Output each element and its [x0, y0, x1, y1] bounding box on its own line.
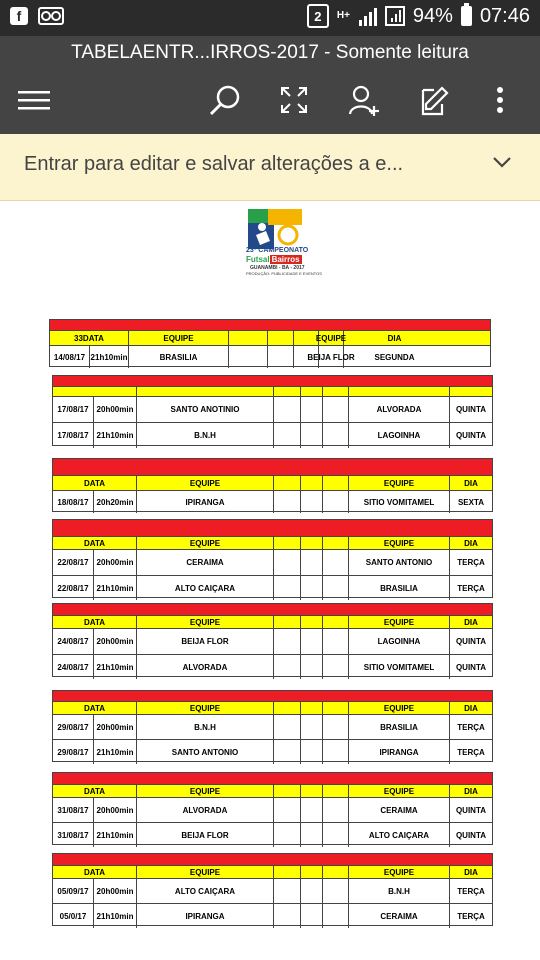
app-bar	[0, 36, 540, 134]
table-cell	[301, 823, 323, 847]
table-cell: BRASILIA	[129, 346, 229, 368]
table-cell	[323, 715, 349, 739]
table-cell	[229, 346, 268, 368]
battery-icon	[461, 6, 472, 26]
table-cell: 21h10min	[94, 904, 137, 928]
table-header-cell: DATA	[53, 866, 137, 878]
table-cell	[301, 904, 323, 928]
table-cell: ALVORADA	[137, 655, 274, 679]
table-header-cell: DATA	[53, 537, 137, 549]
table-cell	[323, 740, 349, 764]
table-header-cell: EQUIPE	[349, 537, 450, 549]
red-header-band	[53, 854, 492, 866]
table-header-cell: DIA	[464, 478, 478, 488]
table-cell: TERÇA	[457, 886, 485, 896]
schedule-table	[52, 603, 493, 677]
schedule-table	[49, 319, 491, 367]
table-header-cell: DATA	[53, 702, 137, 714]
edit-icon[interactable]	[420, 84, 450, 116]
table-cell: B.N.H	[137, 715, 274, 739]
table-cell: 29/08/17	[53, 740, 94, 764]
table-cell: TERÇA	[457, 558, 485, 567]
table-header-cell	[274, 537, 301, 549]
table-cell: 20h00min	[94, 715, 137, 739]
table-cell: SITIO VOMITAMEL	[349, 655, 450, 679]
table-cell	[301, 423, 323, 448]
logo-graphic	[248, 209, 302, 249]
table-cell	[274, 397, 301, 422]
table-row	[53, 491, 492, 513]
red-header-band	[53, 773, 492, 785]
table-cell: 05/09/17	[53, 879, 94, 903]
table-cell: BRASILIA	[349, 715, 450, 739]
network-type: H+	[336, 10, 350, 21]
table-cell: IPIRANGA	[137, 491, 274, 513]
table-header-cell: EQUIPE	[349, 476, 450, 490]
table-cell	[301, 740, 323, 764]
red-header-band	[53, 376, 492, 387]
table-row	[53, 904, 492, 928]
logo-location-text: GUANAMBI - BA - 2017	[250, 265, 305, 271]
schedule-table	[52, 853, 493, 926]
voicemail-icon	[38, 7, 64, 25]
table-cell: 18/08/17	[53, 491, 94, 513]
table-header-cell	[301, 866, 323, 878]
table-header-cell	[301, 785, 323, 797]
table-header-cell: DIA	[464, 703, 478, 713]
table-header-cell	[274, 616, 301, 628]
table-cell: B.N.H	[137, 423, 274, 448]
sim-slot-indicator: 2	[307, 4, 329, 28]
table-cell: 05/0/17	[53, 904, 94, 928]
table-cell	[274, 655, 301, 679]
table-cell	[323, 550, 349, 575]
table-row	[53, 798, 492, 823]
fullscreen-icon[interactable]	[280, 86, 308, 114]
schedule-table	[52, 772, 493, 845]
table-cell: ALTO CAIÇARA	[137, 576, 274, 600]
table-cell: 21h10min	[94, 576, 137, 600]
logo-edition-text: 23º CAMPEONATO	[246, 247, 309, 254]
add-person-icon[interactable]	[348, 84, 382, 118]
table-cell	[274, 823, 301, 847]
more-icon[interactable]	[496, 86, 504, 114]
table-cell	[323, 397, 349, 422]
table-cell: 20h00min	[94, 629, 137, 654]
table-header-cell	[323, 866, 349, 878]
table-cell	[301, 655, 323, 679]
table-header-cell: DIA	[387, 333, 402, 343]
table-cell: ALVORADA	[137, 798, 274, 822]
schedule-table	[52, 375, 493, 446]
table-header-cell	[301, 616, 323, 628]
table-cell	[301, 550, 323, 575]
table-cell: QUINTA	[455, 637, 487, 646]
table-header-cell: EQUIPE	[137, 702, 274, 714]
table-header-cell	[268, 331, 294, 345]
table-header-cell: EQUIPE	[349, 616, 450, 628]
table-cell	[323, 879, 349, 903]
schedule-table	[52, 690, 493, 762]
table-row	[53, 629, 492, 655]
table-row	[53, 550, 492, 576]
table-header-cell	[349, 387, 450, 396]
status-bar	[0, 0, 540, 36]
signal-icon	[359, 6, 377, 26]
table-header-cell: DIA	[464, 867, 478, 877]
table-header-row	[53, 785, 492, 798]
table-cell: 24/08/17	[53, 629, 94, 654]
table-cell	[323, 798, 349, 822]
table-header-cell: DIA	[464, 538, 478, 548]
red-header-band	[53, 520, 492, 537]
table-cell: ALTO CAIÇARA	[137, 879, 274, 903]
table-header-cell: EQUIPE	[137, 476, 274, 490]
table-cell: 20h20min	[94, 491, 137, 513]
table-cell	[274, 491, 301, 513]
championship-logo	[246, 209, 326, 281]
table-cell: TERÇA	[457, 722, 485, 732]
table-cell: ALVORADA	[349, 397, 450, 422]
table-cell	[323, 904, 349, 928]
table-header-cell	[53, 387, 137, 396]
table-cell: QUINTA	[455, 830, 487, 840]
schedule-table	[52, 458, 493, 512]
red-header-band	[53, 691, 492, 702]
table-cell: SEGUNDA	[374, 352, 415, 362]
table-cell	[274, 904, 301, 928]
table-header-cell	[323, 785, 349, 797]
table-cell: 22/08/17	[53, 576, 94, 600]
table-cell: SEXTA	[457, 497, 485, 507]
table-cell: 20h00min	[94, 798, 137, 822]
table-cell	[301, 629, 323, 654]
table-header-cell: DATA	[53, 476, 137, 490]
table-header-cell	[323, 387, 349, 396]
table-cell	[301, 879, 323, 903]
table-header-cell	[301, 387, 323, 396]
table-row	[50, 346, 490, 368]
table-cell: 20h00min	[94, 397, 137, 422]
table-cell: 21h10min	[94, 823, 137, 847]
table-header-row	[53, 476, 492, 491]
logo-name-text: Futsal Bairros	[246, 255, 300, 264]
table-cell: 20h00min	[94, 550, 137, 575]
table-cell: IPIRANGA	[137, 904, 274, 928]
table-header-row	[53, 866, 492, 879]
chevron-down-icon[interactable]	[492, 156, 512, 170]
table-header-cell	[274, 702, 301, 714]
table-cell: BEIJA FLOR	[137, 629, 274, 654]
table-header-cell: DATA	[53, 785, 137, 797]
table-cell	[274, 798, 301, 822]
table-row	[53, 397, 492, 423]
table-row	[53, 879, 492, 904]
table-header-cell	[137, 387, 274, 396]
table-header-cell: DIA	[464, 617, 478, 627]
table-cell: BRASILIA	[349, 576, 450, 600]
table-header-cell	[274, 785, 301, 797]
table-header-cell: EQUIPE	[349, 785, 450, 797]
table-cell	[274, 423, 301, 448]
edit-banner-text: Entrar para editar e salvar alterações a e...	[24, 153, 404, 175]
table-cell: B.N.H	[349, 879, 450, 903]
table-cell: 22/08/17	[53, 550, 94, 575]
table-cell: 21h10min	[94, 740, 137, 764]
table-header-cell	[301, 702, 323, 714]
table-header-cell	[323, 616, 349, 628]
table-header-cell: EQUIPE	[129, 331, 229, 345]
table-header-cell: EQUIPE	[319, 331, 344, 345]
table-row	[53, 655, 492, 679]
table-header-cell	[323, 702, 349, 714]
table-cell: 21h10min	[94, 423, 137, 448]
table-cell: LAGOINHA	[349, 629, 450, 654]
table-cell	[323, 576, 349, 600]
table-cell: SANTO ANOTINIO	[137, 397, 274, 422]
table-cell: QUINTA	[455, 405, 487, 414]
schedule-table	[52, 519, 493, 598]
table-header-cell: EQUIPE	[137, 616, 274, 628]
table-cell: 21h10min	[90, 346, 129, 368]
table-row	[53, 576, 492, 600]
table-cell	[301, 715, 323, 739]
table-cell	[274, 879, 301, 903]
table-cell	[323, 655, 349, 679]
table-header-cell	[274, 866, 301, 878]
table-cell: CERAIMA	[349, 798, 450, 822]
table-header-cell	[301, 476, 323, 490]
table-header-cell: EQUIPE	[349, 866, 450, 878]
red-header-band	[53, 459, 492, 476]
table-header-cell: EQUIPE	[137, 785, 274, 797]
table-header-cell: DATA	[53, 616, 137, 628]
table-cell: QUINTA	[455, 662, 487, 672]
table-cell: LAGOINHA	[349, 423, 450, 448]
table-cell	[323, 823, 349, 847]
table-cell: BEIJA FLOR	[137, 823, 274, 847]
table-header-cell: EQUIPE	[137, 537, 274, 549]
table-cell	[323, 629, 349, 654]
table-cell: TERÇA	[457, 747, 485, 757]
table-cell: SITIO VOMITAMEL	[349, 491, 450, 513]
table-header-cell	[301, 537, 323, 549]
table-cell: TERÇA	[457, 911, 485, 921]
facebook-notification-icon: f	[10, 7, 28, 25]
table-cell: 24/08/17	[53, 655, 94, 679]
document-title: TABELAENTR...IRROS-2017 - Somente leitura	[71, 42, 469, 63]
table-header-cell	[323, 476, 349, 490]
table-cell: 31/08/17	[53, 823, 94, 847]
table-cell: CERAIMA	[137, 550, 274, 575]
table-cell	[301, 798, 323, 822]
table-header-cell	[323, 537, 349, 549]
table-cell: TERÇA	[457, 583, 485, 593]
table-cell	[301, 576, 323, 600]
table-cell	[274, 550, 301, 575]
table-header-row	[53, 616, 492, 629]
clock: 07:46	[479, 4, 530, 27]
table-header-row	[53, 387, 492, 397]
table-header-cell	[229, 331, 268, 345]
table-cell	[274, 740, 301, 764]
table-header-cell	[450, 387, 492, 396]
table-cell: 29/08/17	[53, 715, 94, 739]
table-header-cell: DIA	[464, 786, 478, 796]
table-cell: 31/08/17	[53, 798, 94, 822]
table-cell	[268, 346, 294, 368]
table-header-cell	[274, 476, 301, 490]
table-header-cell: EQUIPE	[349, 702, 450, 714]
table-row	[53, 423, 492, 448]
table-cell	[301, 491, 323, 513]
table-cell: 21h10min	[94, 655, 137, 679]
table-cell: ALTO CAIÇARA	[349, 823, 450, 847]
search-icon[interactable]	[208, 84, 242, 118]
table-row	[53, 740, 492, 764]
table-header-cell: 33DATA	[50, 331, 129, 345]
table-cell: CERAIMA	[349, 904, 450, 928]
data-signal-icon	[385, 6, 405, 26]
table-header-row	[50, 331, 490, 346]
table-cell: SANTO ANTONIO	[349, 550, 450, 575]
table-row	[53, 823, 492, 847]
table-header-row	[53, 537, 492, 550]
table-cell: BEIJA FLOR	[319, 346, 344, 368]
red-header-band	[53, 604, 492, 616]
table-header-cell	[274, 387, 301, 396]
table-cell: QUINTA	[455, 805, 487, 815]
table-cell	[274, 629, 301, 654]
table-header-row	[53, 702, 492, 715]
menu-icon[interactable]	[18, 88, 50, 112]
table-cell	[323, 423, 349, 448]
table-cell	[301, 397, 323, 422]
table-row	[53, 715, 492, 740]
battery-percent: 94%	[412, 4, 453, 27]
logo-credits-text: PRODUÇÃO: PUBLICIDADE E EVENTOS	[246, 271, 322, 276]
red-header-band	[50, 320, 490, 331]
table-cell: QUINTA	[455, 431, 487, 440]
table-cell: 17/08/17	[53, 423, 94, 448]
table-cell: 14/08/17	[50, 346, 90, 368]
table-cell: 17/08/17	[53, 397, 94, 422]
table-cell	[323, 491, 349, 513]
table-header-cell: EQUIPE	[137, 866, 274, 878]
table-cell: 20h00min	[94, 879, 137, 903]
table-cell	[274, 576, 301, 600]
table-cell: SANTO ANTONIO	[137, 740, 274, 764]
table-cell	[274, 715, 301, 739]
table-cell: IPIRANGA	[349, 740, 450, 764]
edit-banner[interactable]	[0, 134, 540, 201]
